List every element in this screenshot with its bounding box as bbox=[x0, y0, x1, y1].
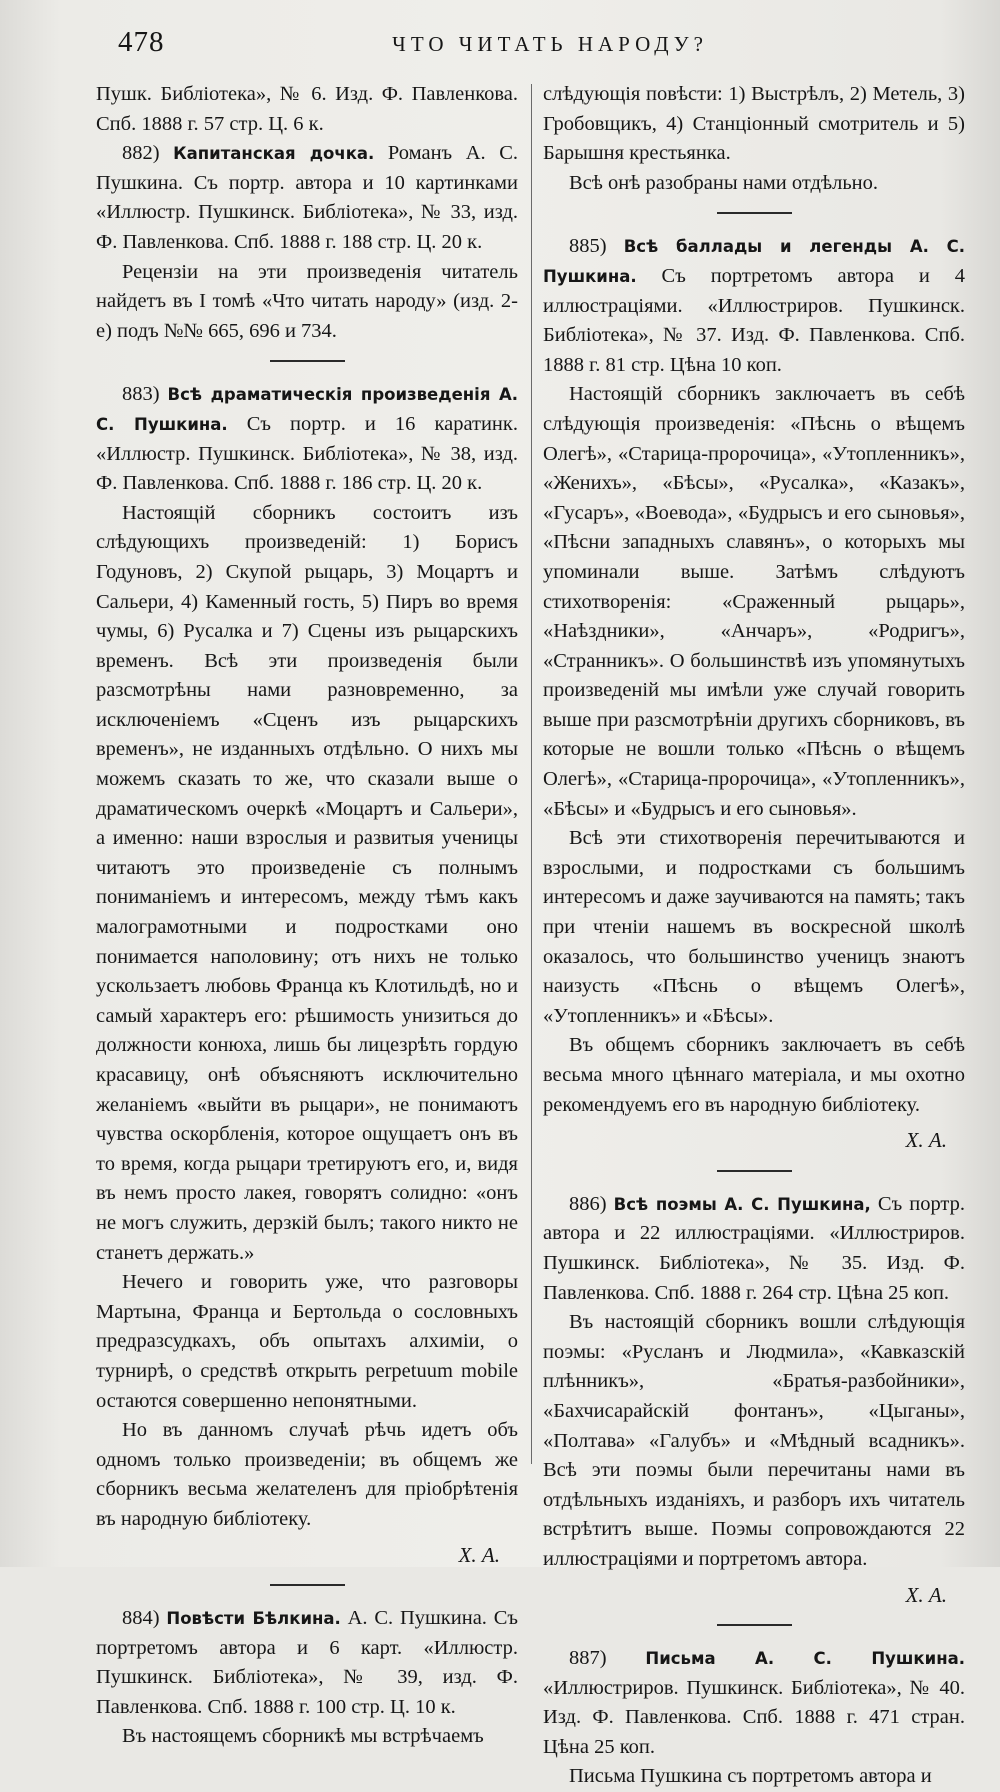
entry-title: Всѣ баллады и легенды А. С. Пушкина. bbox=[543, 237, 966, 286]
left-column bbox=[96, 80, 518, 1752]
entry-884-review: Въ настоящемъ сборникѣ мы встрѣчаемъ bbox=[122, 1725, 484, 1748]
continued-entry-text: слѣдующія повѣсти: 1) Выстрѣлъ, 2) Метель, 3) Гробовщикъ, 4) Станціонный смотритель и 5) Барышня крестьянка. bbox=[543, 83, 965, 165]
entry-title: Письма А. С. Пушкина. bbox=[645, 1649, 965, 1669]
entry-882 bbox=[96, 139, 518, 257]
entry-number: 885) bbox=[569, 235, 607, 258]
running-title: ЧТО ЧИТАТЬ НАРОДУ? bbox=[392, 32, 708, 56]
entry-number: 886) bbox=[569, 1192, 607, 1215]
entry-887 bbox=[543, 1644, 965, 1762]
entry-number: 883) bbox=[122, 383, 160, 406]
entry-882-review: Рецензіи на эти произведенія читатель найдетъ въ I томѣ «Что читать народу» (изд. 2-е) подъ №№ 665, 696 и 734. bbox=[96, 260, 518, 342]
entry-883-review: Нечего и говорить уже, что разговоры Мартына, Франца и Бертольда о сословныхъ предразсудкахъ, объ опытахъ алхиміи, о турнирѣ, о средствѣ открыть perpetuum mobile остаются совершенно непонятными. bbox=[96, 1271, 518, 1412]
entry-bibliography: Съ портр. и 16 каратинк. «Иллюстр. Пушкинск. Библіотека», № 38, изд. Ф. Павленкова. Спб. 1888 г. 186 стр. Ц. 20 к. bbox=[96, 412, 518, 495]
entry-separator bbox=[717, 1624, 792, 1626]
entry-title: Капитанская дочка. bbox=[173, 144, 375, 164]
entry-number: 882) bbox=[122, 142, 160, 165]
entry-title: Всѣ поэмы А. С. Пушкина, bbox=[613, 1194, 871, 1214]
continued-entry-text: Пушк. Библіотека», № 6. Изд. Ф. Павленкова. Спб. 1888 г. 57 стр. Ц. 6 к. bbox=[96, 83, 518, 135]
entry-885-review: Всѣ эти стихотворенія перечитываются и взрослыми, и подростками съ большимъ интересомъ и даже заучиваются на память; такъ при чтеніи нашемъ въ воскресной школѣ оказалось, что большинство ученицъ знаютъ наизусть «Пѣснь о вѣщемъ Олегѣ», «Утопленникъ» и «Бѣсы». bbox=[543, 827, 965, 1027]
right-column bbox=[543, 80, 965, 1792]
entry-883 bbox=[96, 380, 518, 498]
entry-separator bbox=[270, 1584, 345, 1586]
entry-separator bbox=[717, 212, 792, 214]
entry-bibliography: Романъ А. С. Пушкина. Съ портр. автора и 10 картинками «Иллюстр. Пушкинск. Библіотека», № 33, изд. Ф. Павленкова. Спб. 1888 г. 188 стр. Ц. 20 к. bbox=[96, 142, 519, 253]
entry-887-review: Письма Пушкина съ портретомъ автора и bbox=[569, 1765, 932, 1788]
entry-bibliography: «Иллюстриров. Пушкинск. Библіотека», № 40. Изд. Ф. Павленкова. Спб. 1888 г. 471 стран. Цѣна 25 коп. bbox=[543, 1676, 965, 1758]
entry-886-review: Въ настоящій сборникъ вошли слѣдующія поэмы: «Русланъ и Людмила», «Кавказскій плѣнникъ», «Братья-разбойники», «Бахчисарайскій фонтанъ», «Цыганы», «Полтава» «Галубъ» и «Мѣдный всадникъ». Всѣ эти поэмы были перечитаны нами въ отдѣльныхъ изданіяхъ, и разборъ ихъ читатель встрѣтитъ выше. Поэмы сопровождаются 22 иллюстраціями и портретомъ автора. bbox=[543, 1311, 965, 1570]
reviewer-signature: Х. А. bbox=[458, 1542, 500, 1567]
entry-885 bbox=[543, 232, 965, 380]
entry-number: 887) bbox=[569, 1647, 607, 1670]
entry-separator bbox=[270, 360, 345, 362]
entry-884 bbox=[96, 1604, 518, 1722]
entry-title: Всѣ драматическія произведенія А. С. Пушкина. bbox=[96, 385, 519, 434]
page-header bbox=[118, 26, 708, 66]
page-number: 478 bbox=[118, 26, 165, 58]
entry-883-review: Но въ данномъ случаѣ рѣчь идетъ объ одномъ только произведеніи; въ общемъ же сборникъ весьма желателенъ для пріобрѣтенія въ народную библіотеку. bbox=[96, 1419, 518, 1530]
column-divider bbox=[531, 84, 532, 1464]
entry-separator bbox=[717, 1170, 792, 1172]
entry-886 bbox=[543, 1190, 965, 1308]
entry-number: 884) bbox=[122, 1607, 160, 1630]
continued-entry-text: Всѣ онѣ разобраны нами отдѣльно. bbox=[569, 171, 879, 194]
entry-883-review: Настоящій сборникъ состоитъ изъ слѣдующихъ произведеній: 1) Борисъ Годуновъ, 2) Скупой рыцарь, 3) Моцартъ и Сальери, 4) Каменный гость, 5) Пиръ во время чумы, 6) Русалка и 7) Сцены изъ рыцарскихъ временъ. Всѣ эти произведенія были разсмотрѣны нами разновременно, за исключеніемъ «Сценъ изъ рыцарскихъ временъ», не изданныхъ отдѣльно. О нихъ мы можемъ сказать то же, что сказали выше о драматическомъ очеркѣ «Моцартъ и Сальери», а именно: наши взрослыя и развитыя ученицы читаютъ это произведеніе съ полнымъ пониманіемъ и интересомъ, между тѣмъ какъ малограмотными и подростками оно понимается наполовину; отъ нихъ не только ускользаетъ любовь Франца къ Клотильдѣ, но и самый характеръ его: рѣшимость унизиться до должности конюха, лишь бы лицезрѣть гордую красавицу, онѣ объясняютъ исключительно желаніемъ «выйти въ рыцари», не понимаютъ чувства оскорбленія, которое ощущаетъ онъ въ то время, когда рыцари третируютъ его, и, видя въ немъ просто лакея, говорятъ солидно: «онъ не могъ служить, дерзкій былъ; такого никто не станетъ держать.» bbox=[96, 501, 518, 1264]
reviewer-signature: Х. А. bbox=[905, 1582, 947, 1607]
entry-885-review: Настоящій сборникъ заключаетъ въ себѣ слѣдующія произведенія: «Пѣснь о вѣщемъ Олегѣ», «Старица-пророчица», «Утопленникъ», «Женихъ», «Бѣсы», «Русалка», «Казакъ», «Гусаръ», «Воевода», «Будрысъ и его сыновья», «Пѣсни западныхъ славянъ», о которыхъ мы упоминали выше. Затѣмъ слѣдуютъ стихотворенія: «Сраженный рыцарь», «Наѣздники», «Анчаръ», «Родригъ», «Странникъ». О большинствѣ изъ упомянутыхъ произведеній мы имѣли уже случай говорить выше при разсмотрѣніи другихъ сборниковъ, въ которые не вошли только «Пѣснь о вѣщемъ Олегѣ», «Старица-пророчица», «Утопленникъ», «Бѣсы» и «Будрысъ и его сыновья». bbox=[543, 383, 965, 820]
entry-bibliography: А. С. Пушкина. Съ портретомъ автора и 6 карт. «Иллюстр. Пушкинск. Библіотека», № 39, изд. Ф. Павленкова. Спб. 1888 г. 100 стр. Ц. 10 к. bbox=[96, 1607, 519, 1718]
entry-title: Повѣсти Бѣлкина. bbox=[166, 1609, 341, 1629]
entry-bibliography: Съ портретомъ автора и 4 иллюстраціями. «Иллюстриров. Пушкинск. Библіотека», № 37. Изд. Ф. Павленкова. Спб. 1888 г. 81 стр. Цѣна 10 коп. bbox=[543, 264, 965, 376]
entry-885-review: Въ общемъ сборникъ заключаетъ въ себѣ весьма много цѣннаго матеріала, и мы охотно рекомендуемъ его въ народную библіотеку. bbox=[543, 1034, 965, 1116]
entry-bibliography: Съ портр. автора и 22 иллюстраціями. «Иллюстриров. Пушкинск. Библіотека», № 35. Изд. Ф. Павленкова. Спб. 1888 г. 264 стр. Цѣна 25 коп. bbox=[543, 1192, 966, 1304]
reviewer-signature: Х. А. bbox=[905, 1128, 947, 1153]
